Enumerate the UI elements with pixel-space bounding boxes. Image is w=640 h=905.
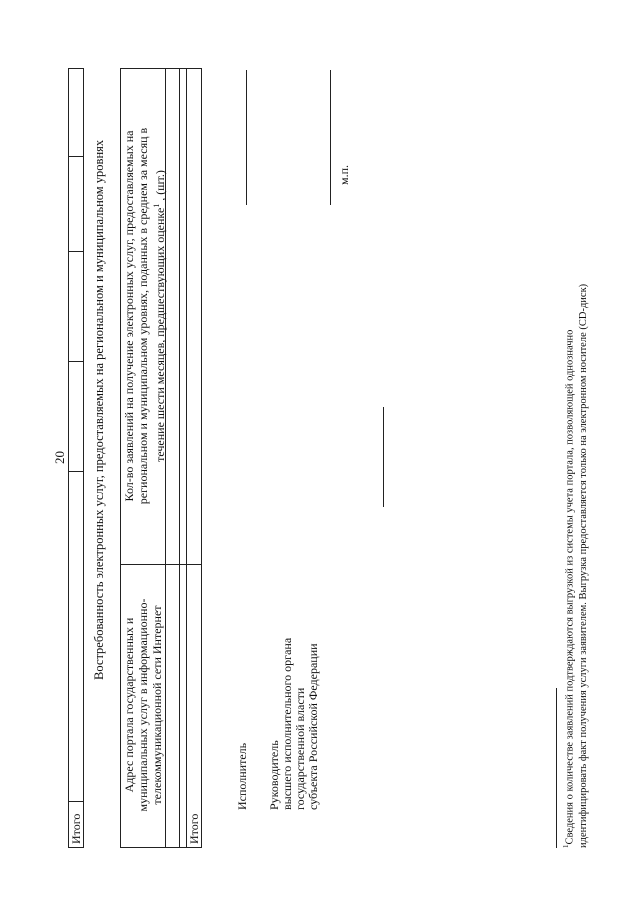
footnote: [560, 284, 590, 848]
head-signature-line: [383, 407, 384, 507]
header-count-text: течение шести месяцев, предшествующих оценке: [153, 207, 167, 462]
header-count-line: региональном и муниципальном уровнях, поданных в среднем за месяц в: [136, 127, 150, 505]
executor-signature-line: [246, 70, 247, 205]
demand-table-row-divider: [179, 69, 180, 847]
demand-table-row-divider: [186, 69, 187, 847]
head-name-line: [330, 70, 331, 205]
footnote-text: Сведения о количестве заявлений подтверждаются выгрузкой из системы учета портала, позволяющей однозначно: [564, 329, 576, 845]
demand-table-header-address: [122, 565, 164, 845]
footnote-reference: 1: [152, 203, 161, 208]
head-signature-block: [268, 638, 320, 810]
top-table-cell-divider: [69, 801, 83, 802]
header-address-line: телекоммуникационной сети Интернет: [150, 605, 164, 805]
seal-label: м.п.: [337, 164, 351, 185]
executor-label: Исполнитель: [235, 742, 249, 810]
demand-table-header-count: [122, 69, 167, 563]
top-table-total-label: Итого: [69, 813, 83, 844]
header-address-line: муниципальных услуг в информационно-: [136, 598, 150, 812]
header-count-line: Кол-во заявлений на получение электронных услуг, предоставляемых на: [122, 130, 136, 502]
section-title: Востребованность электронных услуг, предоставляемых на региональном и муниципальном уровнях: [92, 139, 106, 680]
footnote-line: идентифицировать факт получения услуги заявителем. Выгрузка предоставляется только на электронном носителе (CD-диск): [577, 283, 589, 848]
header-count-line: [150, 69, 167, 563]
header-count-unit: , (шт.): [153, 170, 167, 201]
top-table-cell-divider: [69, 251, 83, 252]
footnote-separator: [556, 688, 557, 848]
demand-table: [120, 68, 202, 848]
page-number: 20: [52, 451, 67, 464]
head-label-line: Руководитель: [267, 740, 281, 810]
head-label-line: высшего исполнительного органа: [280, 637, 294, 810]
header-address-line: Адрес портала государственных и: [122, 617, 136, 793]
footnote-line: [560, 284, 577, 848]
head-label-line: субъекта Российской Федерации: [306, 643, 320, 810]
top-table-cell-divider: [69, 361, 83, 362]
footnote-mark: 1: [562, 844, 570, 848]
top-table-cell-divider: [69, 156, 83, 157]
top-table-cell-divider: [69, 471, 83, 472]
head-label-line: государственной власти: [293, 687, 307, 810]
top-table-total-row: [68, 68, 84, 848]
demand-table-total-label: Итого: [187, 813, 201, 844]
